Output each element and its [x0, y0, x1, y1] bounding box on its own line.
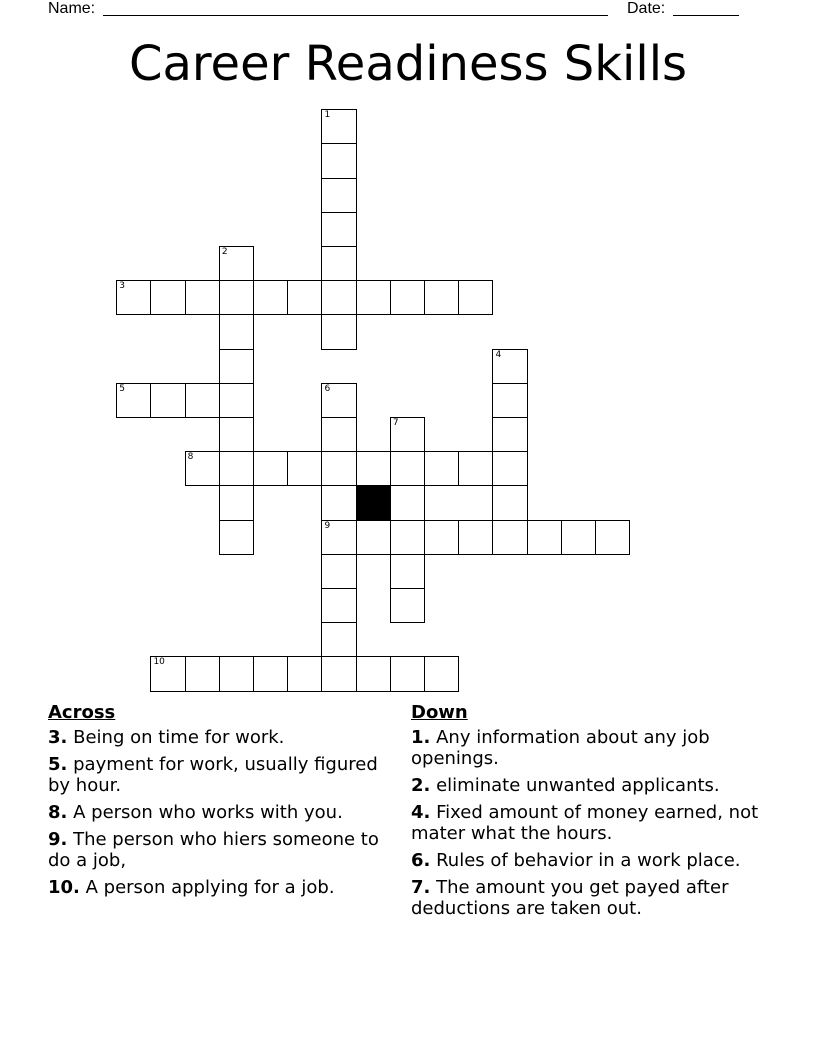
- grid-cell[interactable]: [492, 383, 527, 418]
- grid-cell[interactable]: [390, 554, 425, 589]
- clue-number: 7: [392, 418, 399, 429]
- clue-number: 1: [324, 110, 331, 121]
- down-clues: [411, 702, 761, 925]
- clue-number: 2: [221, 247, 228, 258]
- grid-cell[interactable]: [287, 280, 322, 315]
- grid-cell[interactable]: [185, 451, 220, 486]
- grid-cell[interactable]: [219, 520, 254, 555]
- grid-cell[interactable]: [150, 383, 185, 418]
- grid-cell[interactable]: [424, 520, 459, 555]
- clue-down-1: 1. Any information about any job openings.: [411, 727, 710, 769]
- grid-cell[interactable]: [219, 485, 254, 520]
- grid-cell[interactable]: [219, 246, 254, 281]
- across-clues: [48, 702, 393, 904]
- grid-cell[interactable]: [253, 656, 288, 691]
- page-title: Career Readiness Skills: [128, 36, 688, 92]
- clue-number: 3: [119, 281, 125, 292]
- grid-cell[interactable]: [321, 212, 356, 247]
- across-heading: Across: [48, 702, 116, 723]
- name-label: Name:: [48, 0, 96, 17]
- grid-cell[interactable]: [390, 520, 425, 555]
- grid-cell[interactable]: [390, 280, 425, 315]
- grid-cell[interactable]: [150, 656, 185, 691]
- grid-cell[interactable]: [458, 280, 493, 315]
- grid-cell[interactable]: [561, 520, 596, 555]
- clue-number: 8: [187, 452, 194, 463]
- grid-cell[interactable]: [424, 451, 459, 486]
- grid-cell[interactable]: [185, 383, 220, 418]
- grid-cell[interactable]: [321, 554, 356, 589]
- clue-across-10: 10. A person applying for a job.: [48, 877, 335, 898]
- grid-cell[interactable]: [390, 588, 425, 623]
- grid-cell[interactable]: [321, 143, 356, 178]
- grid-cell[interactable]: [185, 280, 220, 315]
- grid-cell[interactable]: [219, 656, 254, 691]
- date-label: Date:: [627, 0, 666, 17]
- grid-cell[interactable]: [492, 349, 527, 384]
- grid-cell[interactable]: [287, 451, 322, 486]
- grid-cell[interactable]: [321, 178, 356, 213]
- grid-cell[interactable]: [390, 451, 425, 486]
- grid-cell[interactable]: [321, 109, 356, 144]
- clue-down-4: 4. Fixed amount of money earned, not mater what the hours.: [411, 802, 759, 844]
- grid-cell[interactable]: [424, 280, 459, 315]
- grid-cell[interactable]: [321, 622, 356, 657]
- grid-cell[interactable]: [321, 485, 356, 520]
- grid-block: [356, 485, 391, 520]
- grid-cell[interactable]: [492, 485, 527, 520]
- clue-down-6: 6. Rules of behavior in a work place.: [411, 850, 741, 871]
- grid-cell[interactable]: [458, 451, 493, 486]
- grid-cell[interactable]: [116, 280, 151, 315]
- grid-cell[interactable]: [219, 383, 254, 418]
- clue-number: 10: [153, 657, 165, 668]
- grid-cell[interactable]: [116, 383, 151, 418]
- grid-cell[interactable]: [390, 417, 425, 452]
- grid-cell[interactable]: [219, 451, 254, 486]
- down-heading: Down: [411, 702, 468, 723]
- clue-number: 6: [324, 383, 331, 394]
- grid-cell[interactable]: [150, 280, 185, 315]
- grid-cell[interactable]: [253, 280, 288, 315]
- clue-number: 4: [495, 349, 502, 360]
- grid-cell[interactable]: [287, 656, 322, 691]
- grid-cell[interactable]: [321, 314, 356, 349]
- grid-cell[interactable]: [390, 656, 425, 691]
- grid-cell[interactable]: [492, 520, 527, 555]
- grid-cell[interactable]: [458, 520, 493, 555]
- grid-cell[interactable]: [356, 280, 391, 315]
- clue-number: 5: [119, 383, 125, 394]
- grid-cell[interactable]: [492, 417, 527, 452]
- grid-cell[interactable]: [595, 520, 630, 555]
- grid-cell[interactable]: [185, 656, 220, 691]
- grid-cell[interactable]: [321, 383, 356, 418]
- grid-cell[interactable]: [356, 656, 391, 691]
- grid-cell[interactable]: [527, 520, 562, 555]
- grid-cell[interactable]: [321, 417, 356, 452]
- grid-cell[interactable]: [321, 588, 356, 623]
- grid-cell[interactable]: [356, 451, 391, 486]
- grid-cell[interactable]: [356, 520, 391, 555]
- grid-cell[interactable]: [321, 246, 356, 281]
- clue-across-3: 3. Being on time for work.: [48, 727, 285, 748]
- clue-number: 9: [324, 520, 331, 531]
- grid-cell[interactable]: [219, 280, 254, 315]
- grid-cell[interactable]: [390, 485, 425, 520]
- grid-cell[interactable]: [321, 451, 356, 486]
- clue-across-9: 9. The person who hiers someone to do a job,: [48, 829, 379, 871]
- grid-cell[interactable]: [219, 349, 254, 384]
- grid-cell[interactable]: [219, 417, 254, 452]
- clue-across-8: 8. A person who works with you.: [48, 802, 343, 823]
- grid-cell[interactable]: [492, 451, 527, 486]
- clue-across-5: 5. payment for work, usually figured by hour.: [48, 754, 378, 796]
- grid-cell[interactable]: [321, 280, 356, 315]
- clue-down-2: 2. eliminate unwanted applicants.: [411, 775, 720, 796]
- clue-down-7: 7. The amount you get payed after deductions are taken out.: [411, 877, 729, 919]
- grid-cell[interactable]: [219, 314, 254, 349]
- grid-cell[interactable]: [424, 656, 459, 691]
- grid-cell[interactable]: [321, 520, 356, 555]
- grid-cell[interactable]: [321, 656, 356, 691]
- grid-cell[interactable]: [253, 451, 288, 486]
